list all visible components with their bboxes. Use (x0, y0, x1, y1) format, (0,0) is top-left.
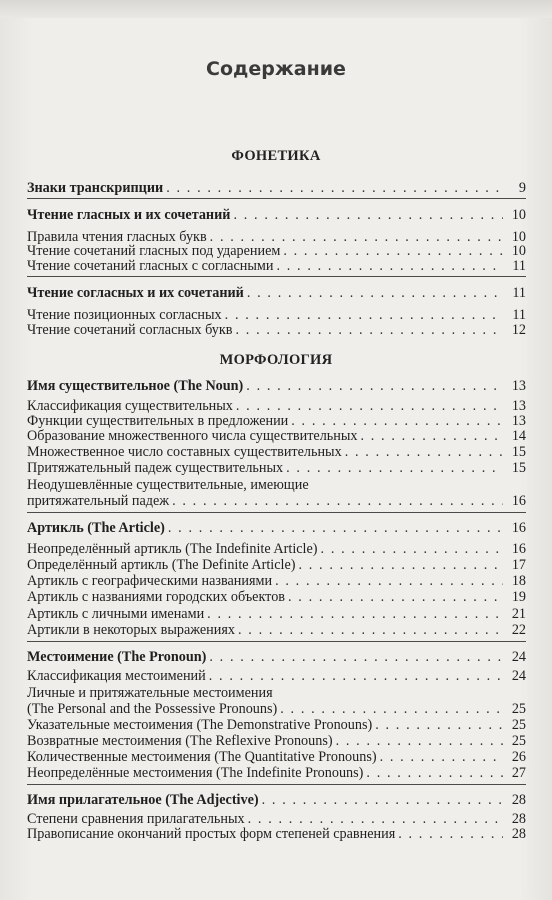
group-divider (27, 276, 526, 277)
toc-entry: Определённый артикль (The Definite Article) . . . 17 (27, 557, 526, 573)
toc-entry: Артикль с личными именами . . . 21 (27, 606, 526, 622)
toc-entry: Артикль с географическими названиями . . . 18 (27, 573, 526, 589)
toc-entry: Чтение позиционных согласных . . . 11 (27, 307, 526, 323)
group-divider (27, 784, 526, 785)
toc-entry-bold: Знаки транскрипции . . . 9 (27, 180, 526, 196)
toc-entry: Классификация местоимений . . . 24 (27, 668, 526, 684)
page-title: Содержание (206, 58, 346, 80)
toc-entry: Степени сравнения прилагательных . . . 28 (27, 811, 526, 827)
previous-page-edge (0, 0, 552, 18)
toc-entry: Неопределённые местоимения (The Indefinite Pronouns) . . . 27 (27, 765, 526, 781)
toc-entry: Притяжательный падеж существительных . . . 15 (27, 460, 526, 476)
toc-entry-first-line: Неодушевлённые существительные, имеющие (27, 477, 309, 493)
toc-entry-bold: Чтение согласных и их сочетаний . . . 11 (27, 285, 526, 301)
toc-entry: Множественное число составных существительных . . . 15 (27, 444, 526, 460)
toc-entry: Образование множественного числа существительных . . . 14 (27, 428, 526, 444)
toc-entry: Количественные местоимения (The Quantitative Pronouns) . . . 26 (27, 749, 526, 765)
toc-entry: Артикли в некоторых выражениях . . . 22 (27, 622, 526, 638)
section-heading-morphology: МОРФОЛОГИЯ (219, 352, 333, 368)
group-divider (27, 198, 526, 199)
toc-entry: Классификация существительных . . . 13 (27, 398, 526, 414)
toc-entry-bold: Имя существительное (The Noun) . . . 13 (27, 378, 526, 394)
toc-entry: (The Personal and the Possessive Pronouns) . . . 25 (27, 701, 526, 717)
toc-entry: Правила чтения гласных букв . . . 10 (27, 229, 526, 245)
group-divider (27, 512, 526, 513)
toc-entry: Чтение сочетаний согласных букв . . . 12 (27, 322, 526, 338)
group-divider (27, 641, 526, 642)
toc-entry: Функции существительных в предложении . . . 13 (27, 413, 526, 429)
toc-entry: Артикль с названиями городских объектов . . . 19 (27, 589, 526, 605)
toc-entry: Неопределённый артикль (The Indefinite Article) . . . 16 (27, 541, 526, 557)
section-heading-phonetics: ФОНЕТИКА (231, 148, 321, 164)
toc-entry: Чтение сочетаний гласных под ударением . . . 10 (27, 243, 526, 259)
toc-entry-bold: Имя прилагательное (The Adjective) . . . 28 (27, 792, 526, 808)
toc-entry: Чтение сочетаний гласных с согласными . . . 11 (27, 258, 526, 274)
toc-entry-bold: Местоимение (The Pronoun) . . . 24 (27, 649, 526, 665)
toc-entry: Возвратные местоимения (The Reflexive Pronouns) . . . 25 (27, 733, 526, 749)
toc-entry-bold: Артикль (The Article) . . . 16 (27, 520, 526, 536)
toc-entry-first-line: Личные и притяжательные местоимения (27, 685, 273, 701)
toc-entry: Правописание окончаний простых форм степеней сравнения . . . 28 (27, 826, 526, 842)
toc-entry: притяжательный падеж . . . 16 (27, 493, 526, 509)
toc-entry-bold: Чтение гласных и их сочетаний . . . 10 (27, 207, 526, 223)
toc-entry: Указательные местоимения (The Demonstrative Pronouns) . . . 25 (27, 717, 526, 733)
